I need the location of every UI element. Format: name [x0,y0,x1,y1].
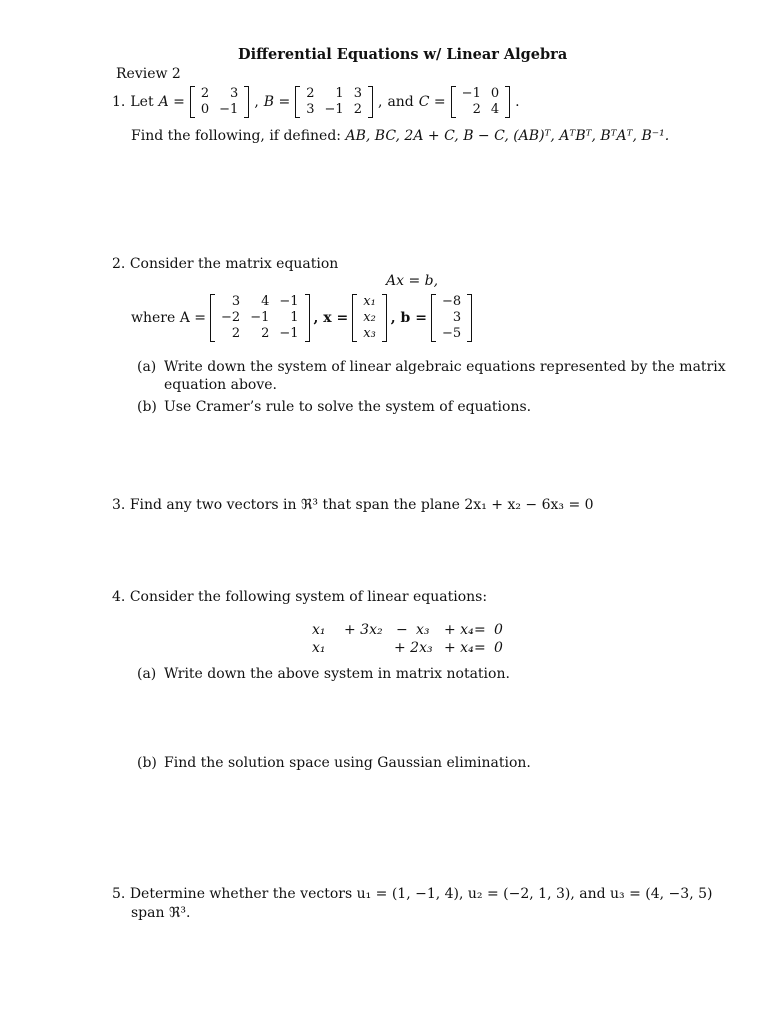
matrix-entry: −1 [279,294,299,309]
sys-term: 0 [494,622,503,638]
matrix-entry: 2 [472,102,481,117]
matrix-entry: 1 [335,86,344,101]
q2-part-b-label: (b) [137,399,157,415]
q1-find-line [131,128,669,144]
q2-matrix-a [210,294,310,342]
q4-part-a-label: (a) [137,666,157,682]
question-4-intro [112,589,487,605]
q2-b-label: , b = [390,310,427,326]
matrix-entry: −1 [461,86,481,101]
matrix-entry: 4 [261,294,270,309]
q1-and: and [387,94,414,110]
sys-term: x₁ [312,640,326,656]
q2-part-b: Use Cramer’s rule to solve the system of equations. [164,399,532,415]
matrix-entry: −1 [279,326,299,341]
q1-number: 1. [112,94,126,110]
matrix-entry: 2 [231,326,241,341]
matrix-entry: 3 [230,86,239,101]
sys-term: x₃ [416,622,430,638]
sys-term: = [474,622,486,638]
sys-term [344,640,396,656]
q1-b-label: B = [263,94,291,110]
q3-number: 3. [112,497,126,513]
matrix-entry: 2 [200,86,210,101]
matrix-entry: 4 [490,102,500,117]
vector-entry: 3 [452,310,462,325]
q5-line2: span ℜ³. [131,905,191,921]
q3-text: Find any two vectors in ℜ³ that span the plane 2x₁ + x₂ − 6x₃ = 0 [129,497,594,513]
vector-entry: x₃ [363,326,376,341]
q1-intro: Let [130,94,154,110]
matrix-entry: 3 [306,102,315,117]
question-5-line1 [112,886,712,902]
sys-term: = [474,640,486,656]
sys-term: 0 [494,640,503,656]
matrix-entry: −1 [219,102,239,117]
vector-entry: −8 [441,294,462,309]
matrix-entry: 0 [490,86,500,101]
matrix-entry: 2 [353,102,362,117]
sys-term: x₁ [312,622,326,638]
sys-term: + 2x₃ [394,640,433,656]
matrix-entry: −2 [221,310,241,325]
matrix-entry: 3 [353,86,362,101]
document-subtitle: Review 2 [116,66,181,82]
question-2-intro [112,256,338,272]
matrix-entry: −1 [250,310,270,325]
sys-term: + x₄ [444,622,474,638]
matrix-entry: 2 [306,86,315,101]
q2-number: 2. [112,256,126,272]
question-3 [112,497,594,513]
q5-line1: Determine whether the vectors u₁ = (1, −1, 4), u₂ = (−2, 1, 3), and u₃ = (4, −3, 5) [129,886,713,902]
sys-term: + x₄ [444,640,474,656]
q4-system [312,622,508,656]
q1-matrix-a [190,86,249,118]
matrix-entry: 0 [200,102,210,117]
question-1: 1. Let A = 2 3 0 −1 , B = 2 1 3 3 −1 2 , and C = −1 0 2 4 . [112,86,520,117]
document-title: Differential Equations w/ Linear Algebra [238,46,568,63]
q2-vector-x [352,294,387,342]
q1-c-label: C = [418,94,446,110]
vector-entry: x₁ [363,294,376,309]
q4-part-b: Find the solution space using Gaussian elimination. [164,755,531,771]
matrix-entry: 1 [290,310,299,325]
sys-term: + 3x₂ [344,622,383,638]
q2-part-a-line2: equation above. [164,377,277,393]
q2-matrices [131,294,472,342]
q2-part-a-label: (a) [137,359,157,375]
q4-part-a: Write down the above system in matrix notation. [164,666,510,682]
q1-matrix-b [295,86,373,118]
q2-part-a-line1: Write down the system of linear algebraic equations represented by the matrix [164,359,726,375]
q1-a-label: A = [158,94,185,110]
q4-intro: Consider the following system of linear equations: [129,589,488,605]
matrix-entry: 3 [231,294,241,309]
q2-where-label: where A = [131,310,207,326]
q2-vector-b [431,294,472,342]
q4-number: 4. [112,589,126,605]
matrix-entry: 2 [261,326,270,341]
vector-entry: x₂ [363,310,376,325]
q1-find-text: Find the following, if defined: [131,128,342,144]
vector-entry: −5 [441,326,462,341]
q5-number: 5. [112,886,126,902]
q2-equation: Ax = b, [386,273,439,289]
q2-x-label: , x = [313,310,349,326]
matrix-entry: −1 [324,102,344,117]
sys-term: − [396,622,408,638]
q1-expressions: AB, BC, 2A + C, B − C, (AB)ᵀ, AᵀBᵀ, BᵀAᵀ, B⁻¹. [345,128,670,144]
q4-part-b-label: (b) [137,755,157,771]
q2-intro: Consider the matrix equation [129,256,339,272]
q1-matrix-c [451,86,510,118]
